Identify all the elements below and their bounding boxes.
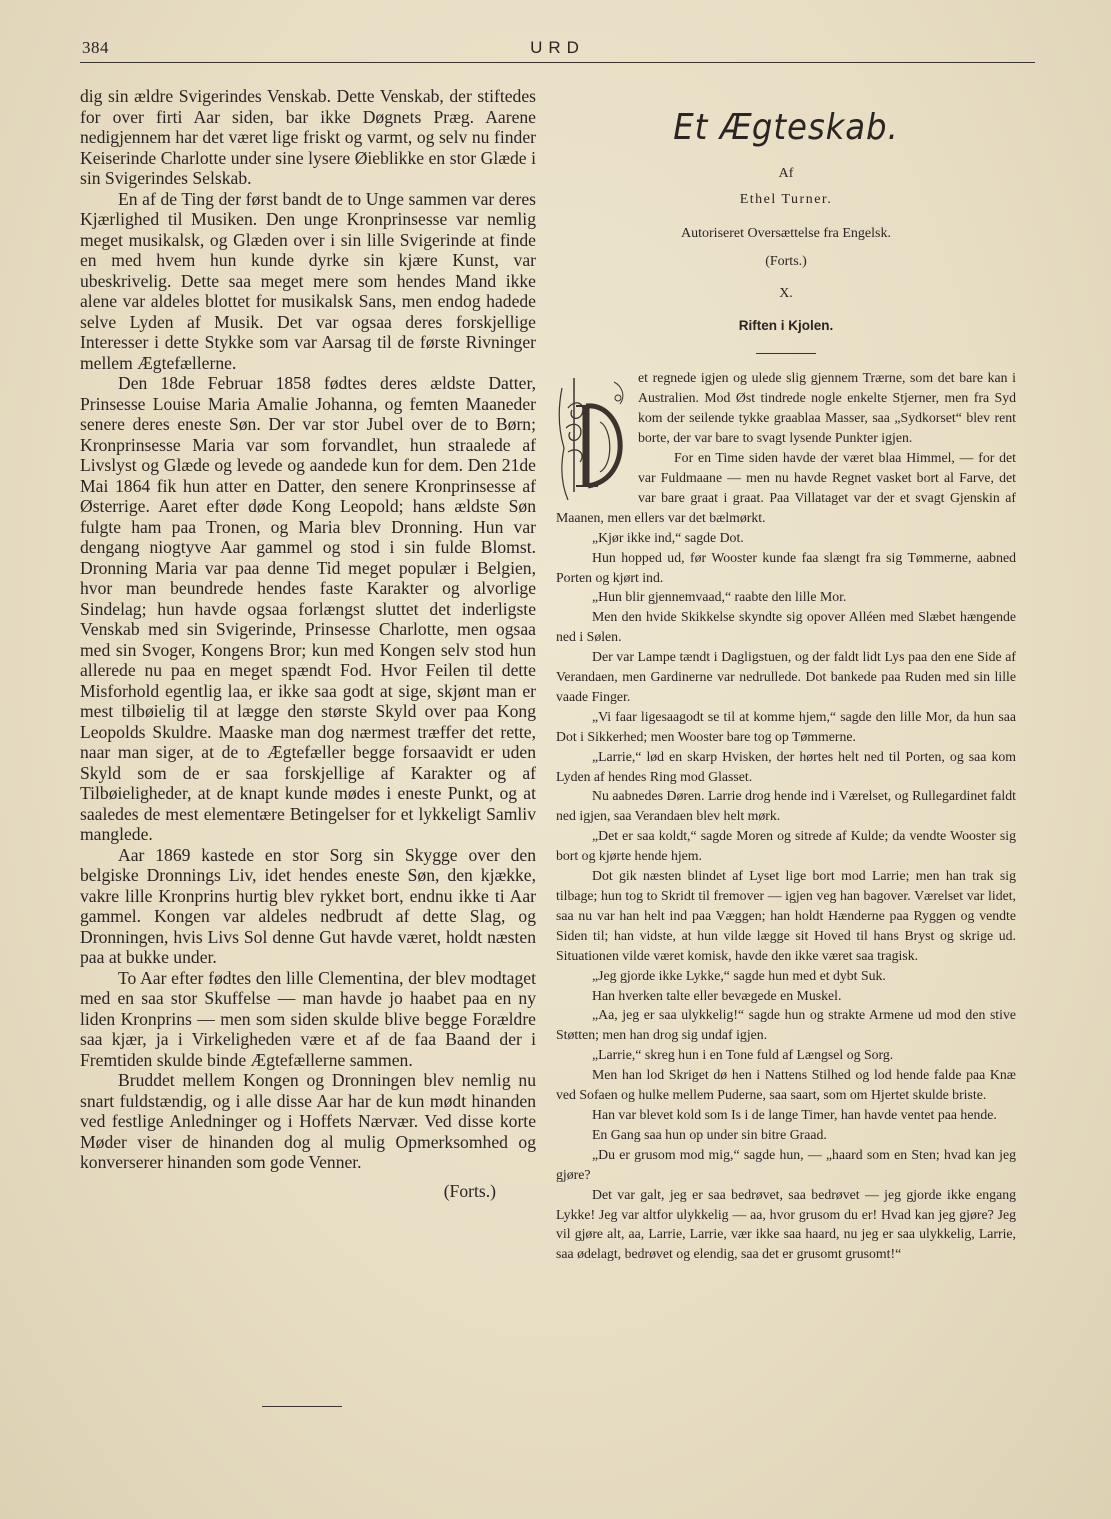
dropcap-svg — [556, 368, 634, 504]
left-paragraph: Aar 1869 kastede en stor Sorg sin Skygge over den belgiske Dronnings Liv, idet hendes eneste Søn, den kjække, vakre lille Kronprins hurtig blev rykket bort, endnu ikke ti Aar gammel. Kongen var aldeles nedbrudt af dette Slag, og Dronningen, hvis Livs Sol denne Gut havde været, holdt næsten paa at bukke under. — [80, 844, 536, 967]
left-paragraph: To Aar efter fødtes den lille Clementina, der blev modtaget med en saa stor Skuffelse — man havde jo haabet paa en ny liden Kronprins — men som siden skulde blive begge Forældre saa kjær, ja i Virkeligheden være et af de faa Baand der i Fremtiden skulde binde Ægtefællerne sammen. — [80, 967, 536, 1070]
story-title: Et Ægteskab. — [673, 107, 899, 148]
story-paragraph: „Det er saa koldt,“ sagde Moren og sitrede af Kulde; da vendte Wooster sig bort og kjørte hende hjem. — [556, 828, 1016, 864]
story-paragraph: „Vi faar ligesaagodt se til at komme hjem,“ sagde den lille Mor, da hun saa Dot i Sikkerhed; men Wooster bare tog op Tømmerne. — [556, 708, 1016, 744]
translation-note: Autoriseret Oversættelse fra Engelsk. — [681, 225, 891, 241]
left-paragraph: dig sin ældre Svigerindes Venskab. Dette Venskab, der stiftedes for over firti Aar siden, bar ikke Døgnets Præg. Aarene nedigjennem har det været lige friskt og varmt, og selv nu finder Keiserinde Charlotte under sine lysere Øieblikke en stor Glæde i sin Svigerindes Selskab. — [80, 86, 536, 188]
chapter-number: X. — [779, 285, 793, 301]
header-rule — [80, 62, 1035, 63]
left-paragraph: En af de Ting der først bandt de to Unge sammen var deres Kjærlighed til Musiken. Den unge Kronprinsesse var nemlig meget musikalsk, og Glæden over i sin lille Svigerinde at finde en med hvem hun kunde dyrke sin kjære Kunst, var ubeskrivelig. Dette saa meget mere som hendes Mand ikke alene var aldeles blottet for musikalsk Sans, men endog hadede selve Lyden af Musik. Det var ogsaa deres forskjellige Interesser i dette Stykke som var Aarsag til de første Rivninger mellem Ægtefællerne. — [80, 188, 536, 373]
left-paragraph: Den 18de Februar 1858 fødtes deres ældste Datter, Prinsesse Louise Maria Amalie Johanna, og femten Maaneder senere deres eneste Søn. Der var stor Jubel over de to Børn; Kronprinsesse Maria var som forvandlet, hun straalede af Livslyst og Glæde og levede og aandede kun for dem. Den 21de Mai 1864 fik hun atter en Datter, den senere Kronprinsesse af Østerrige. Aaret efter døde Kong Leopold; hans ældste Søn fulgte ham paa Tronen, og Maria blev Dronning. Hun var dengang niogtyve Aar gammel og stod i sin fulde Blomst. Dronning Maria var paa denne Tid meget populær i Belgien, hvor man beundrede hendes faste Karakter og alvorlige Sindelag; hun havde ogsaa forlængst sluttet det inderligste Venskab med sin Svigerinde, Prinsesse Charlotte, men ogsaa med sin Svoger, Kongens Bror; kun med Kongen selv stod hun allerede nu paa en meget spændt Fod. Hvor Feilen til dette Misforhold egentlig laa, er ikke saa godt at sige, skjønt man er mest tilbøielig til at lægge den største Skyld over paa Kong Leopolds Skuldre. Maaske man dog nærmest træffer det rette, naar man siger, at de to Ægtefæller begge forsaavidt er uden Skyld som de er saa forskjellige af Karakter og af Tilbøieligheder, at de knapt kunde mødes i eneste Punkt, og at saaledes de mest elementære Betingelser for et lykkeligt Samliv manglede. — [80, 373, 536, 844]
chapter-rule — [756, 353, 816, 354]
story-paragraph: „Hun blir gjennemvaad,“ raabte den lille Mor. — [592, 589, 847, 605]
story-body — [556, 368, 1016, 1264]
left-end-rule — [262, 1406, 342, 1407]
left-forts: (Forts.) — [443, 1180, 496, 1201]
story-paragraph: Men han lod Skriget dø hen i Nattens Stilhed og lod hende falde paa Knæ ved Sofaen og hulke mellem Puderne, saa saart, som om Hjertet skulde briste. — [556, 1067, 1016, 1103]
page-header — [80, 34, 1035, 64]
left-paragraph: Bruddet mellem Kongen og Dronningen blev nemlig nu snart fuldstændig, og i alle disse Aar har de kun mødt hinanden ved festlige Anledninger og i Hoffets Nærvær. Ved disse korte Møder viser de hinanden dog al mulig Opmerksomhed og konverserer hinanden som gode Venner. — [80, 1070, 536, 1172]
story-paragraph: En Gang saa hun op under sin bitre Graad. — [592, 1126, 827, 1142]
story-paragraph: Nu aabnedes Døren. Larrie drog hende ind i Værelset, og Rullegardinet faldt ned igjen, saa Verandaen blev helt mørk. — [556, 788, 1016, 824]
story-paragraph: et regnede igjen og ulede slig gjennem Trærne, som det bare kan i Australien. Mod Øst tindrede nogle enkelte Stjerner, men fra Syd kom der seilende tykke graablaa Masser, saa „Sydkorset“ blev rent borte, der var bare to svagt lysende Punkter igjen. — [638, 370, 1016, 446]
story-paragraph: „Du er grusom mod mig,“ sagde hun, — „haard som en Sten; hvad kan jeg gjøre? — [556, 1146, 1016, 1182]
story-af: Af — [778, 166, 794, 181]
story-paragraph: „Kjør ikke ind,“ sagde Dot. — [592, 529, 744, 545]
story-paragraph: Dot gik næsten blindet af Lyset lige bort mod Larrie; men han trak sig tilbage; hun tog to Skridt til fremover — igjen veg han bagover. Værelset var lidet, saa nu var han helt ind paa Væggen; han holdt Hænderne paa Ryggen og vendte Siden til; han vidste, at hun vilde lægge sit Hoved til hans Bryst og skrige ud. Situationen vilde været komisk, havde den ikke været saa tragisk. — [556, 868, 1016, 963]
story-paragraph: Han hverken talte eller bevægede en Muskel. — [592, 987, 842, 1003]
story-paragraph: Det var galt, jeg er saa bedrøvet, saa bedrøvet — jeg gjorde ikke engang Lykke! Jeg var altfor ulykkelig — aa, hvor grusom du er! Hvad kan jeg gjøre? Jeg vil gjøre alt, aa, Larrie, Larrie, vær ikke saa haard, nu jeg er saa ulykkelig, Larrie, saa ødelagt, bedrøvet og elendig, saa det er grusomt grusomt!“ — [556, 1186, 1016, 1262]
story-paragraph: „Aa, jeg er saa ulykkelig!“ sagde hun og strakte Armene ud mod den stive Støtten; men han drog sig undaf igjen. — [556, 1007, 1016, 1043]
story-paragraph: „Jeg gjorde ikke Lykke,“ sagde hun med et dybt Suk. — [592, 967, 886, 983]
story-paragraph: Der var Lampe tændt i Dagligstuen, og der faldt lidt Lys paa den ene Side af Verandaen, men Gardinerne var nedrullede. Dot bankede paa Ruden med sin lille vaade Finger. — [556, 649, 1016, 704]
story-paragraph: „Larrie,“ lød en skarp Hvisken, der hørtes helt ned til Porten, og saa kom Lyden af hendes Ring mod Glasset. — [556, 748, 1016, 784]
story-paragraph: Men den hvide Skikkelse skyndte sig opover Alléen med Slæbet hængende ned i Sølen. — [556, 609, 1016, 645]
story-author: Ethel Turner. — [739, 191, 833, 207]
story-paragraph: „Larrie,“ skreg hun i en Tone fuld af Længsel og Sorg. — [592, 1047, 894, 1063]
chapter-title: Riften i Kjolen. — [738, 317, 834, 333]
journal-title: URD — [530, 38, 585, 57]
dropcap-ornament-icon — [556, 368, 634, 504]
story-paragraph: For en Time siden havde der været blaa Himmel, — for det var Fuldmaane — men nu havde Regnet vasket bort al Farve, det var bare graat i graat. Paa Villataget var der et svagt Gjenskin af Maanen, men ellers var det bælmørkt. — [556, 450, 1016, 525]
story-paragraph: Han var blevet kold som Is i de lange Timer, han havde ventet paa hende. — [592, 1106, 997, 1122]
right-column — [556, 100, 1016, 1264]
left-column — [80, 86, 536, 1201]
story-paragraph: Hun hopped ud, før Wooster kunde faa slængt fra sig Tømmerne, aabned Porten og kjørt ind. — [556, 549, 1016, 585]
story-forts: (Forts.) — [765, 253, 807, 269]
page-number: 384 — [82, 38, 109, 57]
